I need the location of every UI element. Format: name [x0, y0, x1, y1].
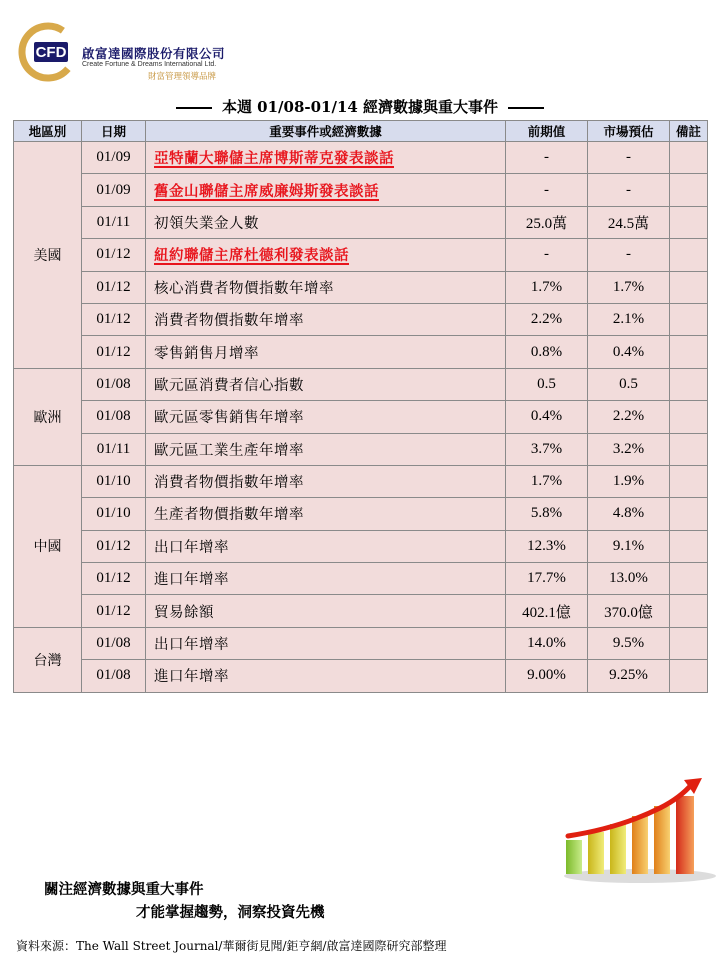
forecast-value-cell: 1.7% [588, 271, 670, 303]
previous-value-cell: 5.8% [506, 498, 588, 530]
region-cell: 台灣 [14, 627, 82, 692]
header-region: 地區別 [14, 121, 82, 142]
previous-value-cell: - [506, 142, 588, 174]
previous-value-cell: 2.2% [506, 303, 588, 335]
date-cell: 01/12 [82, 595, 146, 627]
note-cell [670, 336, 708, 368]
event-cell: 進口年增率 [146, 563, 506, 595]
event-cell: 初領失業金人數 [146, 206, 506, 238]
event-cell: 歐元區工業生產年增率 [146, 433, 506, 465]
region-cell: 中國 [14, 465, 82, 627]
forecast-value-cell: 1.9% [588, 465, 670, 497]
previous-value-cell: 9.00% [506, 660, 588, 692]
event-cell: 歐元區零售銷售年增率 [146, 401, 506, 433]
previous-value-cell: 3.7% [506, 433, 588, 465]
forecast-value-cell: 13.0% [588, 563, 670, 595]
header-event: 重要事件或經濟數據 [146, 121, 506, 142]
forecast-value-cell: 4.8% [588, 498, 670, 530]
note-cell [670, 303, 708, 335]
date-cell: 01/12 [82, 563, 146, 595]
title-dash-right [508, 107, 544, 109]
table-row [14, 271, 708, 303]
table-row [14, 465, 708, 497]
forecast-value-cell: 9.1% [588, 530, 670, 562]
company-logo [18, 22, 258, 84]
note-cell [670, 530, 708, 562]
previous-value-cell: 0.5 [506, 368, 588, 400]
region-cell: 美國 [14, 142, 82, 369]
note-cell [670, 239, 708, 271]
forecast-value-cell: - [588, 239, 670, 271]
previous-value-cell: 1.7% [506, 271, 588, 303]
note-cell [670, 401, 708, 433]
date-cell: 01/08 [82, 660, 146, 692]
forecast-value-cell: - [588, 142, 670, 174]
date-cell: 01/09 [82, 142, 146, 174]
table-row [14, 433, 708, 465]
page-title-text: 本週 01/08-01/14 經濟數據與重大事件 [221, 98, 499, 116]
company-slogan: 財富管理領導品牌 [148, 72, 217, 82]
date-cell: 01/11 [82, 433, 146, 465]
table-body [14, 142, 708, 693]
event-cell: 進口年增率 [146, 660, 506, 692]
table-header-row [14, 121, 708, 142]
event-cell: 歐元區消費者信心指數 [146, 368, 506, 400]
tagline-line-1: 關注經濟數據與重大事件 [44, 882, 204, 898]
header-date: 日期 [82, 121, 146, 142]
event-cell: 亞特蘭大聯儲主席博斯蒂克發表談話 [146, 142, 506, 174]
event-cell: 出口年增率 [146, 627, 506, 659]
note-cell [670, 368, 708, 400]
growth-bar-chart-arrow-icon [560, 778, 720, 884]
forecast-value-cell: 0.5 [588, 368, 670, 400]
page-title [0, 96, 720, 117]
note-cell [670, 627, 708, 659]
forecast-value-cell: 3.2% [588, 433, 670, 465]
forecast-value-cell: 9.5% [588, 627, 670, 659]
forecast-value-cell: 2.1% [588, 303, 670, 335]
previous-value-cell: 1.7% [506, 465, 588, 497]
header-forecast: 市場預估 [588, 121, 670, 142]
previous-value-cell: - [506, 174, 588, 206]
table-row [14, 498, 708, 530]
previous-value-cell: 12.3% [506, 530, 588, 562]
event-cell: 核心消費者物價指數年增率 [146, 271, 506, 303]
previous-value-cell: 17.7% [506, 563, 588, 595]
header-previous: 前期值 [506, 121, 588, 142]
previous-value-cell: 402.1億 [506, 595, 588, 627]
date-cell: 01/08 [82, 401, 146, 433]
table-row [14, 303, 708, 335]
date-cell: 01/08 [82, 627, 146, 659]
previous-value-cell: 0.4% [506, 401, 588, 433]
table-row [14, 563, 708, 595]
date-cell: 01/12 [82, 239, 146, 271]
note-cell [670, 660, 708, 692]
event-cell: 消費者物價指數年增率 [146, 303, 506, 335]
table-row [14, 660, 708, 692]
note-cell [670, 498, 708, 530]
previous-value-cell: 25.0萬 [506, 206, 588, 238]
note-cell [670, 465, 708, 497]
header-note: 備註 [670, 121, 708, 142]
note-cell [670, 563, 708, 595]
note-cell [670, 433, 708, 465]
tagline-line-2: 才能掌握趨勢，洞察投資先機 [136, 905, 325, 921]
company-name-cn: 啟富達國際股份有限公司 [82, 46, 226, 61]
event-cell: 舊金山聯儲主席威廉姆斯發表談話 [146, 174, 506, 206]
forecast-value-cell: 2.2% [588, 401, 670, 433]
data-source: 資料來源：The Wall Street Journal/華爾街見聞/鉅亨網/啟富達國際研究部整理 [16, 939, 447, 953]
table-row [14, 401, 708, 433]
title-dash-left [176, 107, 212, 109]
previous-value-cell: 14.0% [506, 627, 588, 659]
event-cell: 出口年增率 [146, 530, 506, 562]
table-row [14, 368, 708, 400]
date-cell: 01/09 [82, 174, 146, 206]
table-row [14, 206, 708, 238]
date-cell: 01/10 [82, 465, 146, 497]
note-cell [670, 174, 708, 206]
date-cell: 01/08 [82, 368, 146, 400]
date-cell: 01/12 [82, 271, 146, 303]
company-name-en: Create Fortune & Dreams International Ltd. [82, 61, 217, 68]
event-cell: 零售銷售月增率 [146, 336, 506, 368]
table-row [14, 174, 708, 206]
forecast-value-cell: 9.25% [588, 660, 670, 692]
forecast-value-cell: 0.4% [588, 336, 670, 368]
table-row [14, 627, 708, 659]
event-cell: 生產者物價指數年增率 [146, 498, 506, 530]
previous-value-cell: - [506, 239, 588, 271]
note-cell [670, 595, 708, 627]
table-row [14, 530, 708, 562]
forecast-value-cell: - [588, 174, 670, 206]
forecast-value-cell: 370.0億 [588, 595, 670, 627]
event-cell: 消費者物價指數年增率 [146, 465, 506, 497]
events-table [13, 120, 708, 693]
previous-value-cell: 0.8% [506, 336, 588, 368]
table-row [14, 336, 708, 368]
date-cell: 01/12 [82, 303, 146, 335]
date-cell: 01/11 [82, 206, 146, 238]
region-cell: 歐洲 [14, 368, 82, 465]
table-row [14, 142, 708, 174]
note-cell [670, 206, 708, 238]
table-row [14, 239, 708, 271]
event-cell: 貿易餘額 [146, 595, 506, 627]
event-cell: 紐約聯儲主席杜德利發表談話 [146, 239, 506, 271]
date-cell: 01/12 [82, 530, 146, 562]
forecast-value-cell: 24.5萬 [588, 206, 670, 238]
date-cell: 01/12 [82, 336, 146, 368]
logo-mark-text: CFD [35, 44, 67, 61]
table-row [14, 595, 708, 627]
note-cell [670, 271, 708, 303]
cfd-logo-icon [18, 22, 78, 82]
note-cell [670, 142, 708, 174]
date-cell: 01/10 [82, 498, 146, 530]
